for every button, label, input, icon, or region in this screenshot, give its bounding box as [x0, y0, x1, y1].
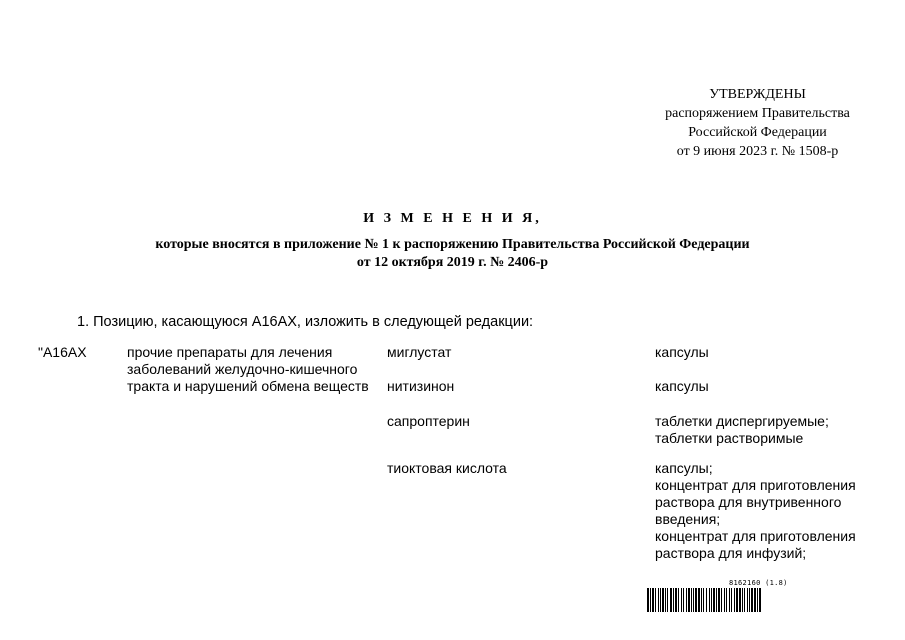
form-line: капсулы	[655, 344, 709, 360]
approval-line: Российской Федерации	[688, 125, 827, 140]
dosage-form	[655, 344, 709, 361]
barcode-bar	[688, 588, 690, 612]
approval-date: от 9 июня 2023 г. № 1508-р	[676, 144, 839, 159]
atc-group-name	[127, 344, 369, 395]
barcode-bar	[647, 588, 649, 612]
barcode-bar	[662, 588, 664, 612]
group-line: прочие препараты для лечения	[127, 344, 333, 360]
barcode-bar	[675, 588, 677, 612]
barcode-bar	[729, 588, 730, 612]
barcode-bar	[736, 588, 738, 612]
drug-name: миглустат	[387, 344, 452, 360]
form-line: концентрат для приготовления	[655, 528, 856, 544]
approval-block	[620, 85, 895, 161]
barcode-bar	[681, 588, 682, 612]
barcode-bar	[701, 588, 702, 612]
barcode-bar	[749, 588, 750, 612]
barcode-bar	[716, 588, 717, 612]
barcode-image	[647, 588, 857, 612]
form-line: концентрат для приготовления	[655, 477, 856, 493]
barcode-bar	[706, 588, 707, 612]
barcode-bar	[718, 588, 720, 612]
document-title: И З М Е Н Е Н И Я,	[363, 211, 542, 226]
barcode-bar	[731, 588, 732, 612]
barcode-bar	[742, 588, 743, 612]
barcode-bar	[759, 588, 761, 612]
barcode-bar	[726, 588, 727, 612]
instruction-paragraph: 1. Позицию, касающуюся A16AX, изложить в следующей редакции:	[77, 314, 534, 330]
form-line: раствора для инфузий;	[655, 545, 807, 561]
barcode-bar	[678, 588, 679, 612]
dosage-form	[655, 413, 829, 447]
barcode-bar	[655, 588, 656, 612]
barcode-bar	[693, 588, 694, 612]
barcode-bar	[686, 588, 687, 612]
barcode-bar	[744, 588, 745, 612]
barcode-bar	[757, 588, 758, 612]
form-line: капсулы	[655, 378, 709, 394]
barcode-bar	[709, 588, 710, 612]
barcode-bar	[724, 588, 725, 612]
barcode-bar	[660, 588, 661, 612]
drug-name: сапроптерин	[387, 413, 470, 429]
barcode-bar	[703, 588, 704, 612]
drug-name: тиоктовая кислота	[387, 460, 507, 476]
dosage-form	[655, 378, 709, 395]
barcode-bar	[751, 588, 753, 612]
barcode-bar	[713, 588, 715, 612]
barcode-bar	[695, 588, 697, 612]
approval-line: распоряжением Правительства	[665, 106, 850, 121]
barcode-bar	[754, 588, 756, 612]
barcode-bar	[691, 588, 692, 612]
barcode-label: 8162160 (1.8)	[729, 579, 788, 587]
form-line: таблетки растворимые	[655, 430, 804, 446]
barcode-bar	[683, 588, 684, 612]
atc-code: "A16AX	[38, 344, 87, 360]
barcode-bar	[721, 588, 722, 612]
dosage-form	[655, 460, 856, 562]
barcode-bar	[658, 588, 659, 612]
barcode-bar	[747, 588, 748, 612]
barcode-bar	[698, 588, 700, 612]
subtitle-line: которые вносятся в приложение № 1 к распоряжению Правительства Российской Федерации	[155, 237, 750, 252]
barcode-bar	[734, 588, 735, 612]
barcode-bar	[650, 588, 651, 612]
barcode-bar	[711, 588, 712, 612]
group-line: заболеваний желудочно-кишечного	[127, 361, 358, 377]
drug-name: нитизинон	[387, 378, 455, 394]
barcode-bar	[739, 588, 741, 612]
group-line: тракта и нарушений обмена веществ	[127, 378, 369, 394]
subtitle-line: от 12 октября 2019 г. № 2406-р	[356, 255, 549, 270]
barcode-bar	[667, 588, 668, 612]
form-line: введения;	[655, 511, 721, 527]
form-line: таблетки диспергируемые;	[655, 413, 829, 429]
form-line: капсулы;	[655, 460, 713, 476]
form-line: раствора для внутривенного	[655, 494, 842, 510]
barcode-bar	[652, 588, 654, 612]
barcode-bar	[665, 588, 666, 612]
document-subtitle	[80, 236, 825, 272]
barcode-bar	[673, 588, 674, 612]
approval-heading: УТВЕРЖДЕНЫ	[709, 87, 806, 102]
barcode-bar	[670, 588, 672, 612]
